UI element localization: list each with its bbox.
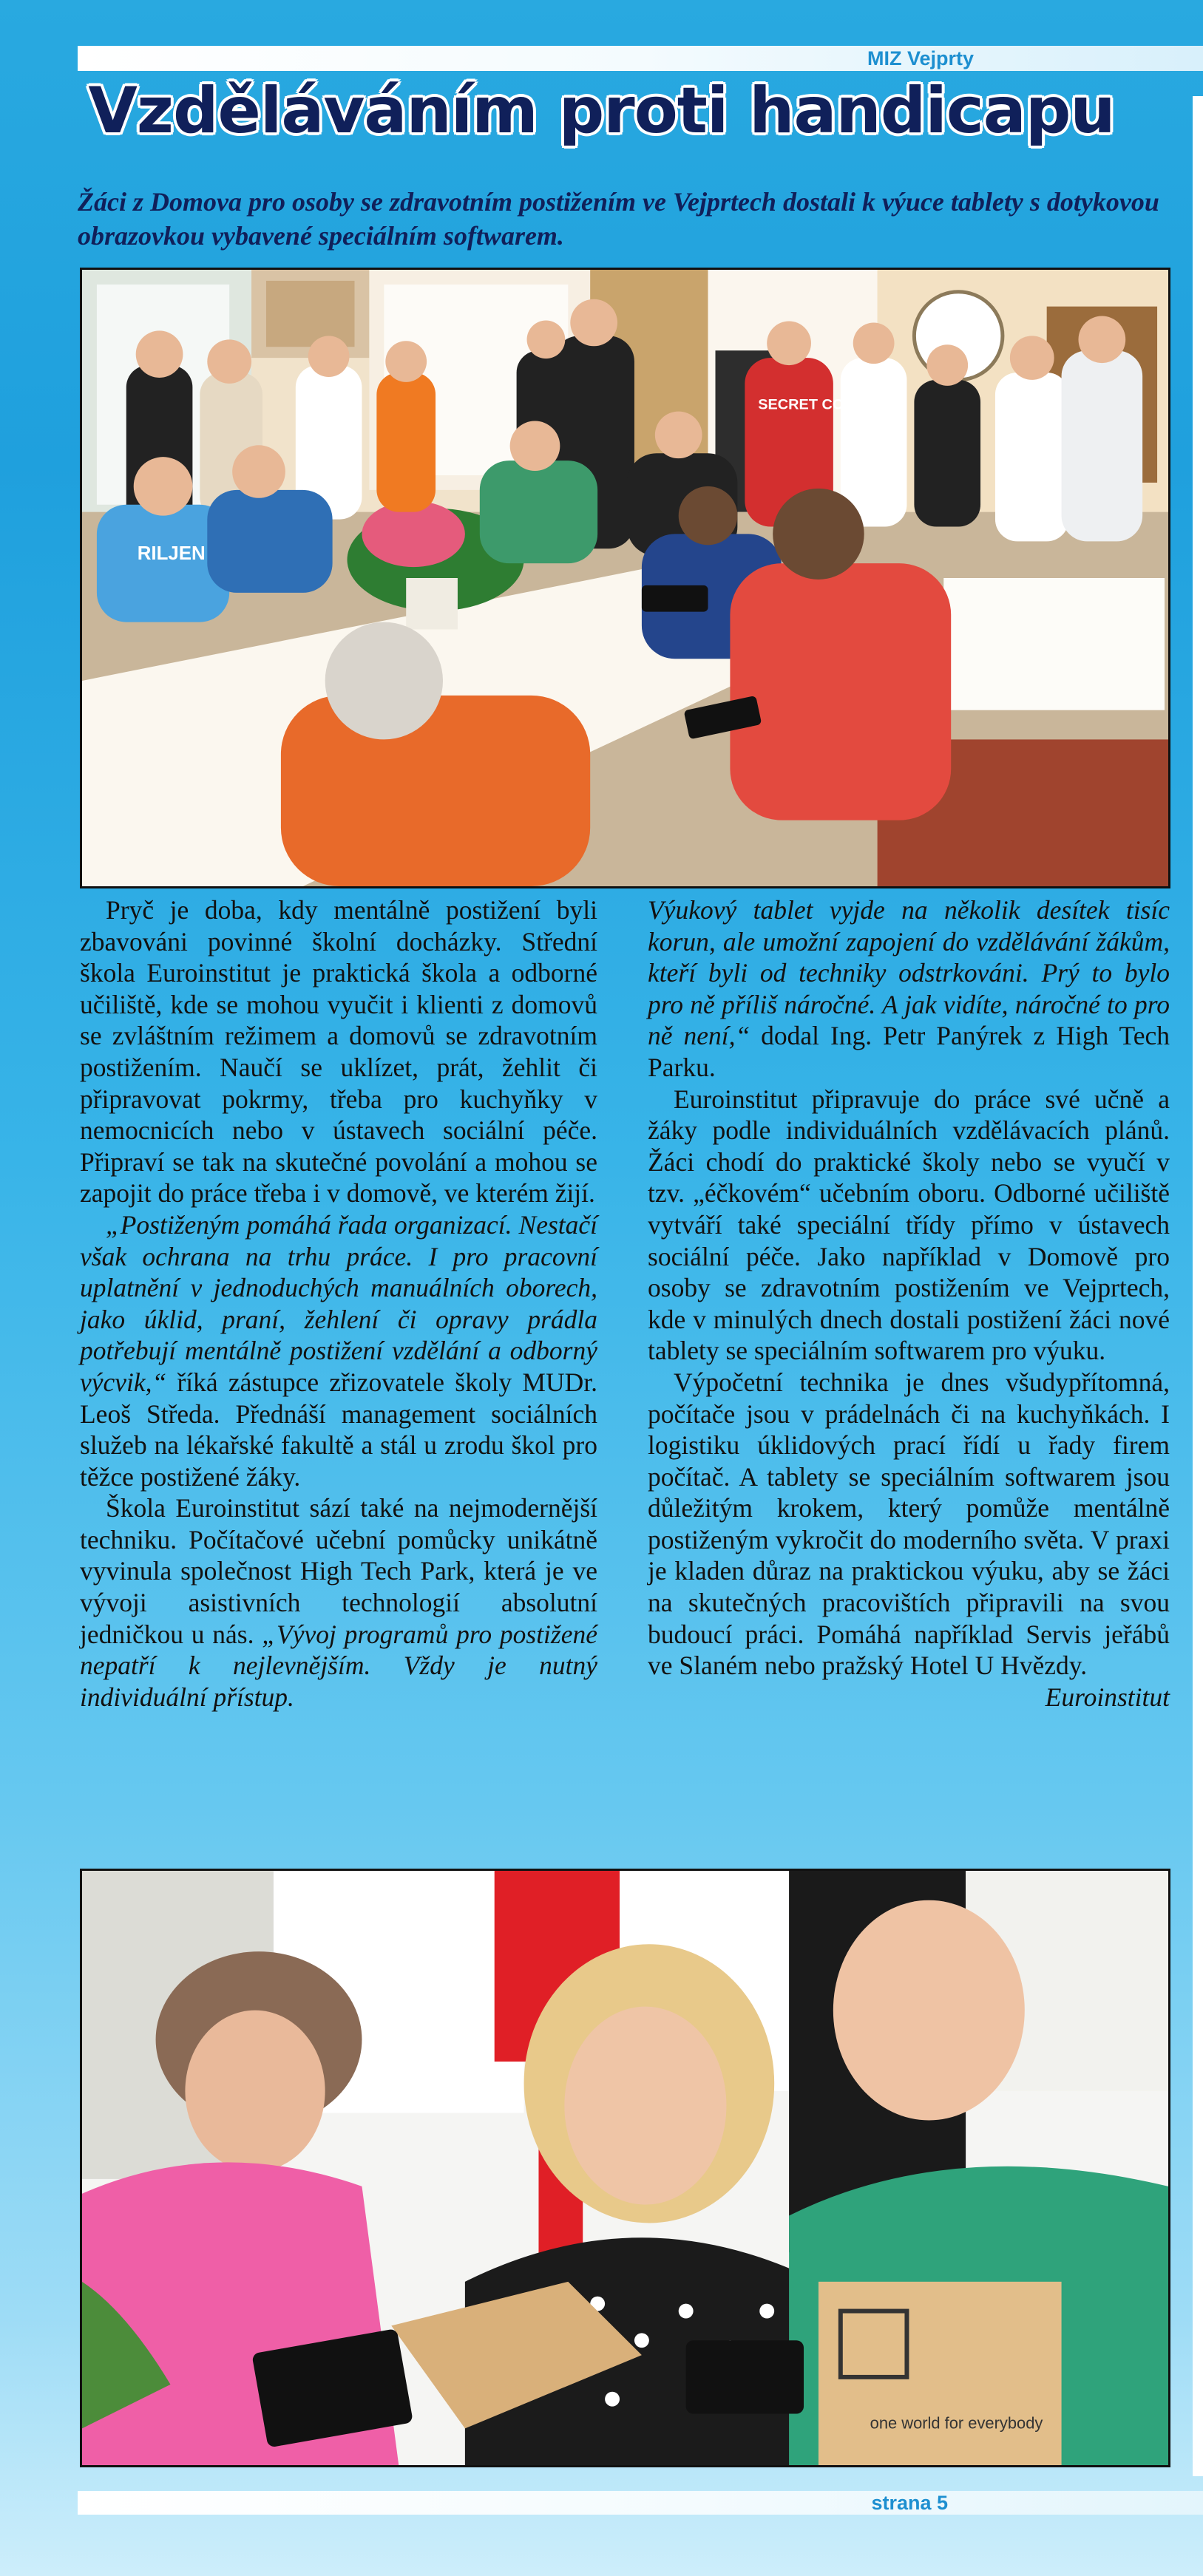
left-paragraph-1: Pryč je doba, kdy mentálně postižení byli zbavováni povinné školní docházky. Střední škola Euroinstitut je praktická škola a odborné učiliště, kde se mohou vyučit i klienti z domovů se zvláštním režimem a domovů se zdravotním postižením. Naučí se uklízet, prát, žehlit či připravovat pokrmy, třeba pro kuchyňky v nemocnicích nebo v ústavech sociální péče. Připraví se tak na skutečné povolání a mohou se zapojit do práce třeba i v domově, ve kterém žijí. — [80, 895, 597, 1209]
photo-classroom — [80, 268, 1170, 888]
left-paragraph-3-text: Škola Euroinstitut sází také na nejmodernější techniku. Počítačové učební pomůcky unikátně vyvinula společnost High Tech Park, která je ve vývoji asistivních technologií absolutní jedničkou u nás. — [80, 1493, 597, 1649]
photo-tablets — [80, 1869, 1170, 2467]
page-number: strana 5 — [871, 2492, 948, 2514]
right-paragraph-1-rest: dodal Ing. Petr Panýrek z High Tech Parku. — [648, 1021, 1170, 1082]
classroom-illustration — [82, 270, 1168, 886]
shirt-text-right: SECRET CODE — [758, 396, 865, 413]
article-lead: Žáci z Domova pro osoby se zdravotním postižením ve Vejprtech dostali k výuce tablety s dotykovou obrazovkou vybavené speciálním softwarem. — [78, 187, 1159, 251]
right-paragraph-3-text: Výpočetní technika je dnes všudypřítomná, počítače jsou v prádelnách či na kuchyňkách. I logistiku úklidových prací řídí u řady firem počítač. A tablety se speciálním softwarem jsou důležitým krokem, který pomůže mentálně postiženým vykročit do moderního světa. V praxi je kladen důraz na praktickou výuku, aby se žáci na skutečných pracovištích připravili na svou budoucí práci. Pomáhá například Servis jeřábů ve Slaném nebo pražský Hotel U Hvězdy. — [648, 1367, 1170, 1681]
right-paragraph-2: Euroinstitut připravuje do práce své učně a žáky podle individuálních vzdělávacích plánů. Žáci chodí do praktické školy nebo se vyučí v tzv. „éčkovém“ učebním oboru. Odborné učiliště vytváří také speciální třídy přímo v ústavech sociální péče. Jako například v Domově pro osoby se zdravotním postižením ve Vejprtech, kde v minulých dnech dostali postižení žáci nové tablety se speciálním softwarem pro výuku. — [648, 1084, 1170, 1366]
left-paragraph-2 — [80, 1209, 597, 1492]
left-paragraph-2-rest: říká zástupce zřizovatele školy MUDr. Leoš Středa. Přednáší management sociálních služeb na lékařské fakultě a stál u zrodu škol pro těžce postižené žáky. — [80, 1367, 597, 1492]
tablets-illustration — [82, 1871, 1168, 2465]
article-title: Vzděláváním proti handicapu — [88, 74, 1115, 148]
right-paragraph-1 — [648, 894, 1170, 1084]
article-column-left — [80, 894, 597, 1713]
right-quote: Výukový tablet vyjde na několik desítek tisíc korun, ale umožní zapojení do vzdělávání žákům, kteří byli od techniky odstrkováni. Prý to bylo pro ně příliš náročné. A jak vidíte, náročné to pro ně není,“ — [648, 895, 1170, 1051]
right-edge-bar — [1193, 96, 1203, 2476]
header-strip — [78, 46, 1203, 71]
left-paragraph-3 — [80, 1492, 597, 1713]
box-text: one world for everybody — [870, 2413, 1043, 2433]
shirt-text-left: RILJEN — [137, 543, 206, 565]
article-author: Euroinstitut — [1045, 1682, 1170, 1712]
publication-name: MIZ Vejprty — [867, 47, 974, 69]
left-quote-1: „Postiženým pomáhá řada organizací. Nestačí však ochrana na trhu práce. I pro pracovní uplatnění v jednoduchých manuálních oborech, jako úklid, praní, žehlení či opravy prádla potřebují mentálně postižení vzdělání a odborný výcvik,“ — [80, 1209, 597, 1397]
footer-strip — [78, 2491, 1203, 2515]
left-quote-2: „Vývoj programů pro postižené nepatří k nejlevnějším. Vždy je nutný individuální přístup. — [80, 1619, 597, 1712]
right-paragraph-3 — [648, 1367, 1170, 1712]
article-column-right — [648, 894, 1170, 1713]
